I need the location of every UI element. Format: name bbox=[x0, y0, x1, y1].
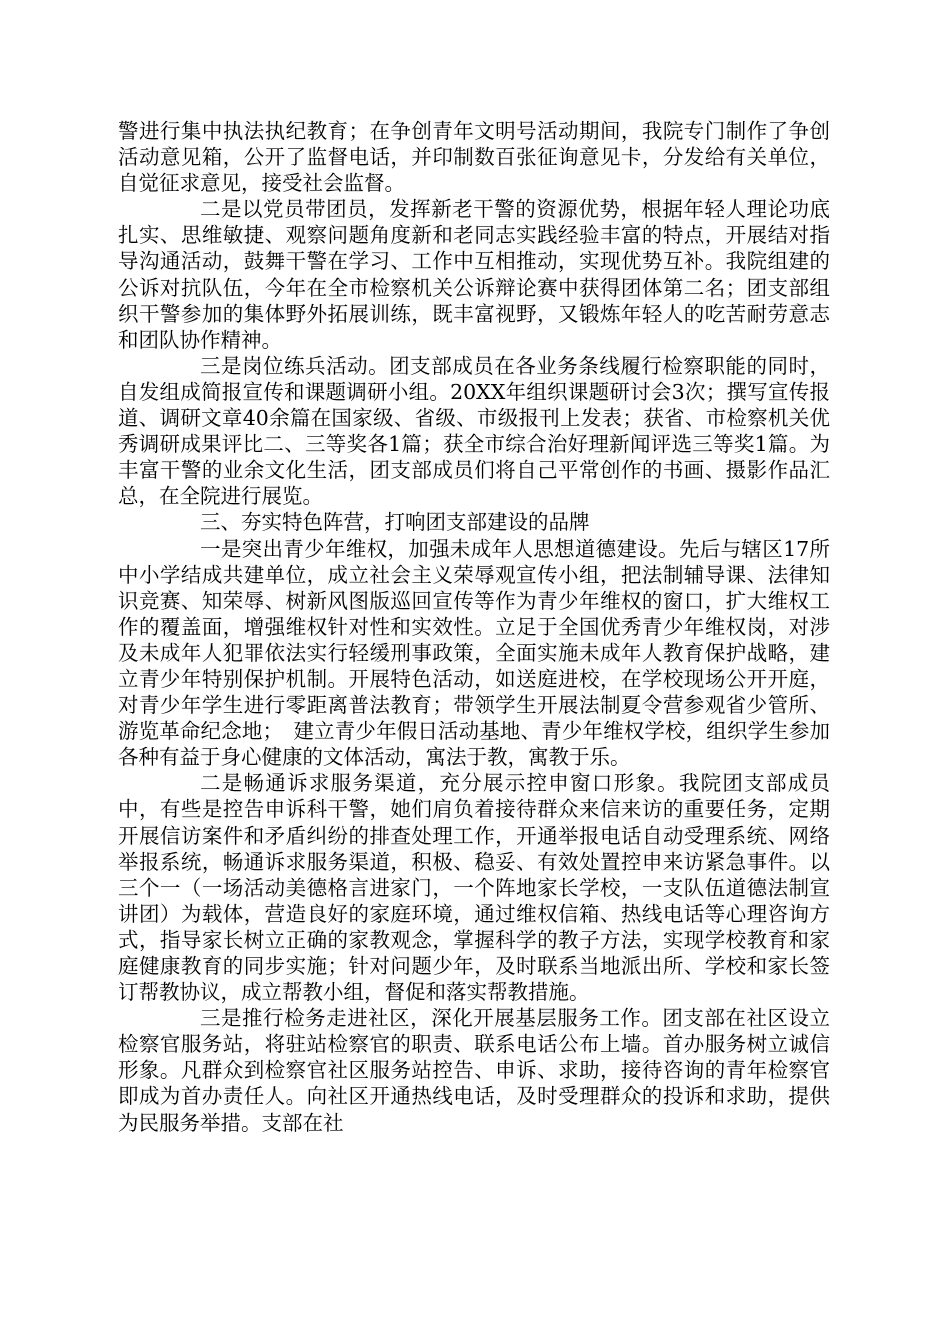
paragraph-5: 二是畅通诉求服务渠道，充分展示控申窗口形象。我院团支部成员中，有些是控告申诉科干警，她们肩负着接待群众来信来访的重要任务，定期开展信访案件和矛盾纠纷的排查处理工作，开通举报电话自动受理系统、网络举报系统，畅通诉求服务渠道，积极、稳妥、有效处置控申来访紧急事件。以三个一（一场活动美德格言进家门，一个阵地家长学校，一支队伍道德法制宣讲团）为载体，营造良好的家庭环境，通过维权信箱、热线电话等心理咨询方式，指导家长树立正确的家教观念，掌握科学的教子方法，实现学校教育和家庭健康教育的同步实施；针对问题少年，及时联系当地派出所、学校和家长签订帮教协议，成立帮教小组，督促和落实帮教措施。 bbox=[118, 771, 830, 1005]
paragraph-6: 三是推行检务走进社区，深化开展基层服务工作。团支部在社区设立检察官服务站，将驻站检察官的职责、联系电话公布上墙。首办服务树立诚信形象。凡群众到检察官社区服务站控告、申诉、求助，接待咨询的青年检察官即成为首办责任人。向社区开通热线电话，及时受理群众的投诉和求助，提供为民服务举措。支部在社 bbox=[118, 1006, 830, 1135]
paragraph-2: 二是以党员带团员，发挥新老干警的资源优势，根据年轻人理论功底扎实、思维敏捷、观察问题角度新和老同志实践经验丰富的特点，开展结对指导沟通活动，鼓舞干警在学习、工作中互相推动，实现优势互补。我院组建的公诉对抗队伍，今年在全市检察机关公诉辩论赛中获得团体第二名；团支部组织干警参加的集体野外拓展训练，既丰富视野，又锻炼年轻人的吃苦耐劳意志和团队协作精神。 bbox=[118, 197, 830, 352]
paragraph-4: 一是突出青少年维权，加强未成年人思想道德建设。先后与辖区17所中小学结成共建单位，成立社会主义荣辱观宣传小组，把法制辅导课、法律知识竞赛、知荣辱、树新风图版巡回宣传等作为青少年维权的窗口，扩大维权工作的覆盖面，增强维权针对性和实效性。立足于全国优秀青少年维权岗，对涉及未成年人犯罪依法实行轻缓刑事政策，全面实施未成年人教育保护战略，建立青少年特别保护机制。开展特色活动，如送庭进校，在学校现场公开开庭，对青少年学生进行零距离普法教育；带领学生开展法制夏令营参观省少管所、游览革命纪念地； 建立青少年假日活动基地、青少年维权学校，组织学生参加各种有益于身心健康的文体活动，寓法于教，寓教于乐。 bbox=[118, 536, 830, 770]
paragraph-1: 警进行集中执法执纪教育；在争创青年文明号活动期间，我院专门制作了争创活动意见箱，公开了监督电话，并印制数百张征询意见卡，分发给有关单位，自觉征求意见，接受社会监督。 bbox=[118, 119, 830, 196]
paragraph-3: 三是岗位练兵活动。团支部成员在各业务条线履行检察职能的同时，自发组成简报宣传和课题调研小组。20XX年组织课题研讨会3次；撰写宣传报道、调研文章40余篇在国家级、省级、市级报刊上发表；获省、市检察机关优秀调研成果评比二、三等奖各1篇；获全市综合治好理新闻评选三等奖1篇。为丰富干警的业余文化生活，团支部成员们将自己平常创作的书画、摄影作品汇总，在全院进行展览。 bbox=[118, 353, 830, 509]
section-heading: 三、夯实特色阵营，打响团支部建设的品牌 bbox=[200, 510, 590, 535]
document-body bbox=[118, 118, 830, 1136]
